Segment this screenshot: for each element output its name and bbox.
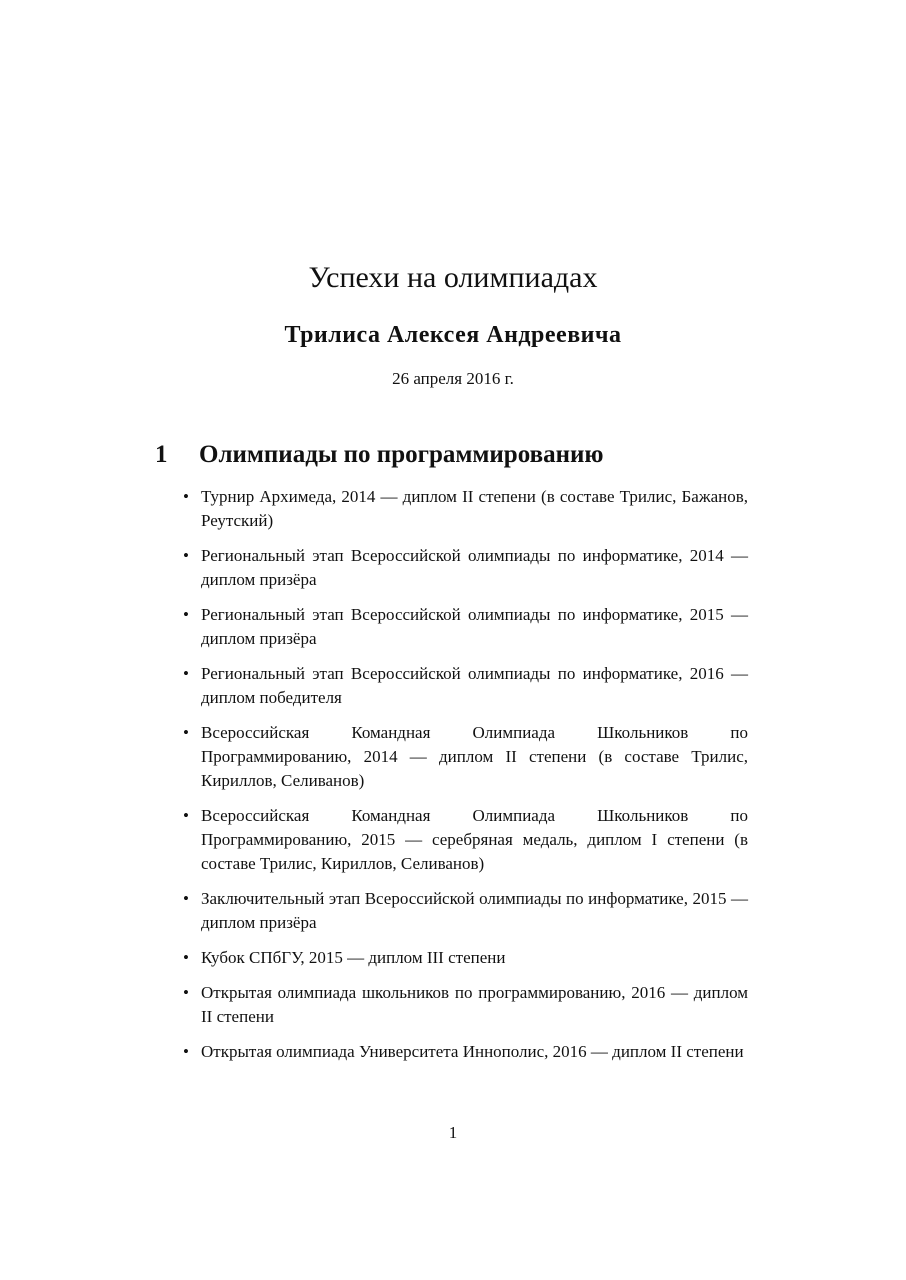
bullet-icon: • — [183, 723, 189, 742]
olympiad-list — [181, 485, 748, 1064]
document-title: Успехи на олимпиадах — [308, 261, 598, 294]
list-item — [181, 804, 748, 876]
bullet-icon: • — [183, 948, 189, 967]
list-item-text: Кубок СПбГУ, 2015 — диплом III степени — [201, 948, 506, 967]
list-item — [181, 1040, 748, 1064]
list-item — [181, 544, 748, 592]
list-item-text: Открытая олимпиада Университета Иннополис, 2016 — диплом II степени — [201, 1042, 744, 1061]
section-heading — [155, 437, 775, 473]
list-item-text: Региональный этап Всероссийской олимпиады по информатике, 2015 — диплом призёра — [201, 605, 748, 648]
section-number: 1 — [155, 441, 168, 468]
document-date: 26 апреля 2016 г. — [392, 369, 514, 388]
list-item-text: Открытая олимпиада школьников по программированию, 2016 — диплом II степени — [201, 983, 748, 1026]
bullet-icon: • — [183, 1042, 189, 1061]
bullet-icon: • — [183, 664, 189, 683]
bullet-icon: • — [183, 889, 189, 908]
list-item — [181, 662, 748, 710]
page-number: 1 — [448, 1123, 458, 1142]
bullet-icon: • — [183, 487, 189, 506]
bullet-icon: • — [183, 605, 189, 624]
list-item-text: Всероссийская Командная Олимпиада Школьников по Программированию, 2014 — диплом II степени (в составе Трилис, Кириллов, Селиванов) — [201, 723, 748, 790]
list-item-text: Всероссийская Командная Олимпиада Школьников по Программированию, 2015 — серебряная медаль, диплом I степени (в составе Трилис, Кириллов, Селиванов) — [201, 806, 748, 873]
list-item — [181, 946, 748, 970]
list-item-text: Региональный этап Всероссийской олимпиады по информатике, 2016 — диплом победителя — [201, 664, 748, 707]
list-item-text: Заключительный этап Всероссийской олимпиады по информатике, 2015 — диплом призёра — [201, 889, 748, 932]
bullet-icon: • — [183, 806, 189, 825]
list-item — [181, 981, 748, 1029]
document-author: Трилиса Алексея Андреевича — [284, 322, 622, 348]
bullet-icon: • — [183, 983, 189, 1002]
list-item — [181, 603, 748, 651]
list-item-text: Региональный этап Всероссийской олимпиады по информатике, 2014 — диплом призёра — [201, 546, 748, 589]
list-item — [181, 485, 748, 533]
list-item — [181, 721, 748, 793]
list-item — [181, 887, 748, 935]
list-item-text: Турнир Архимеда, 2014 — диплом II степени (в составе Трилис, Бажанов, Реутский) — [201, 487, 748, 530]
bullet-icon: • — [183, 546, 189, 565]
section-title: Олимпиады по программированию — [199, 441, 604, 468]
